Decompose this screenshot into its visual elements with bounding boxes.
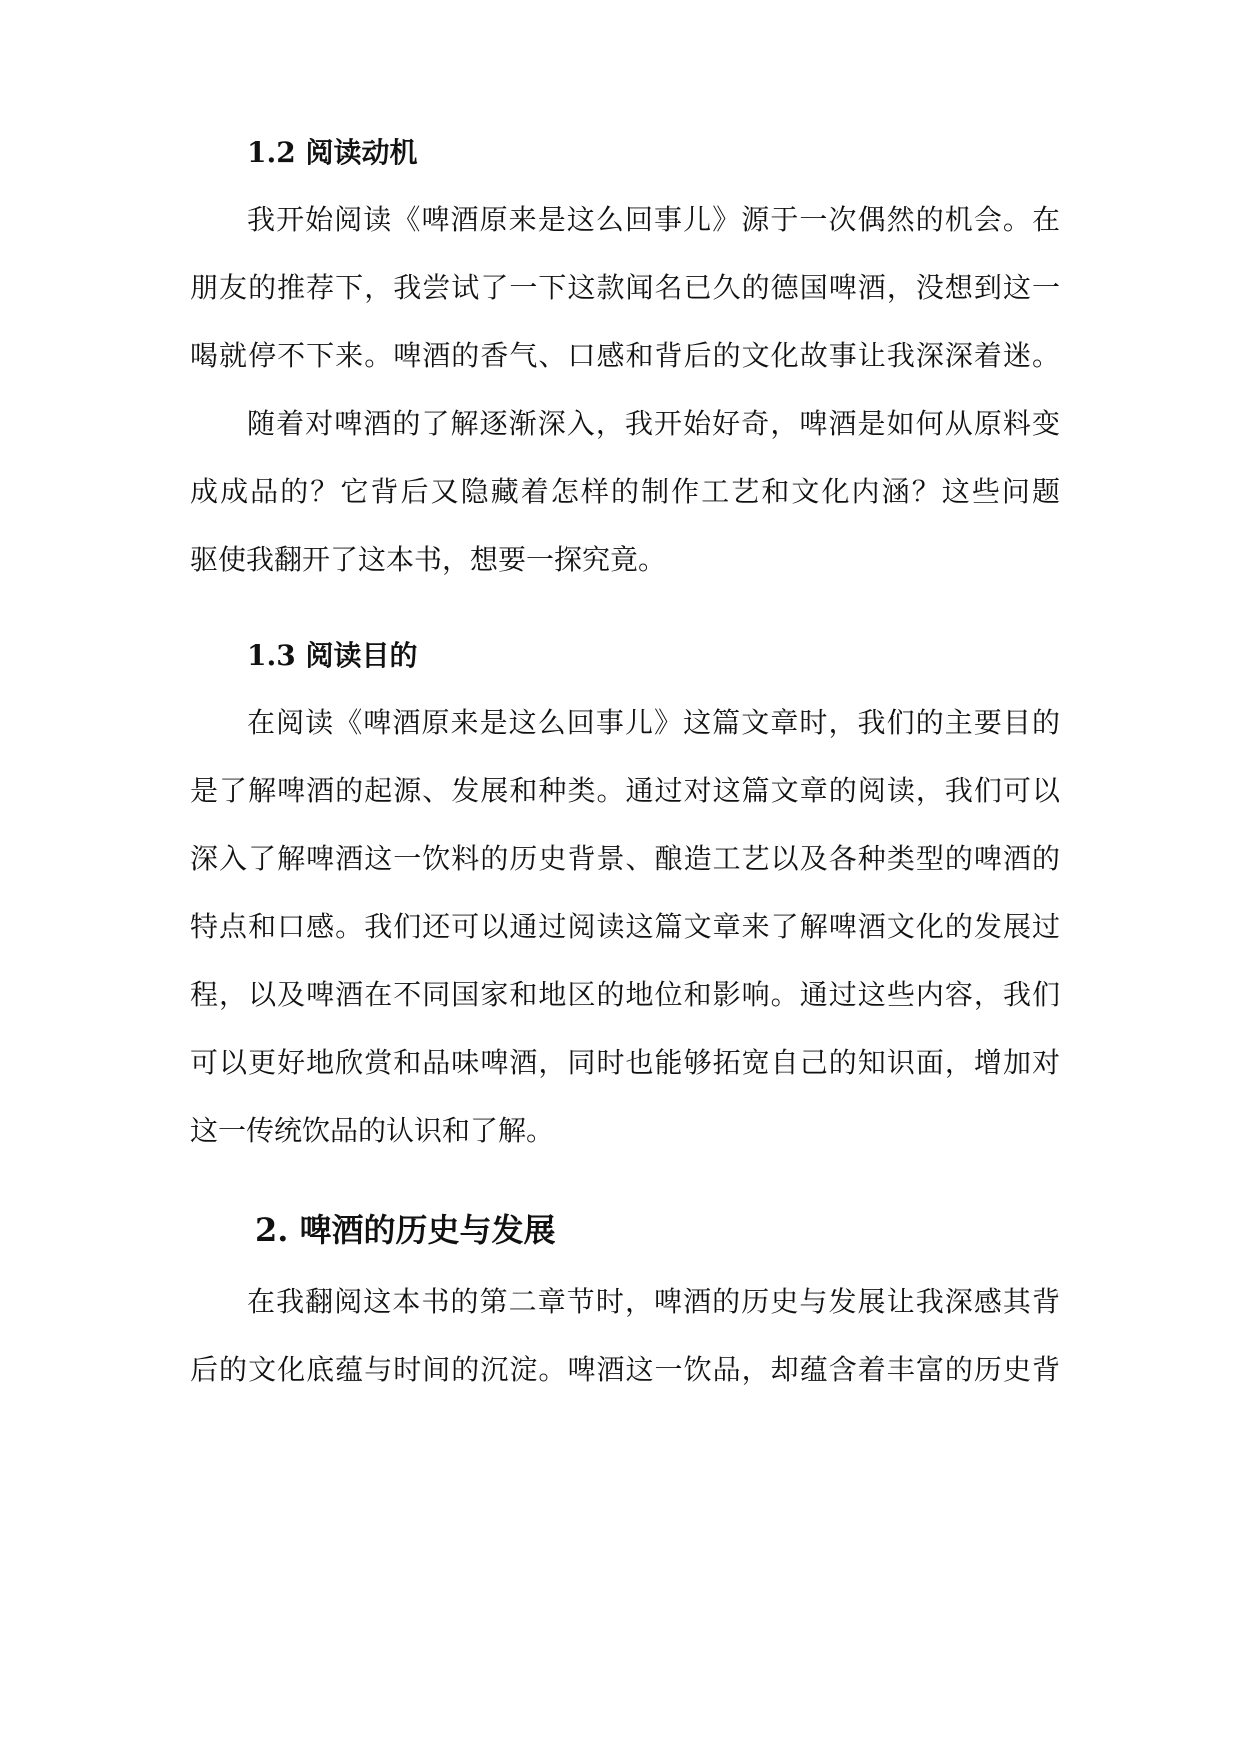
paragraph-line: 特点和口感。我们还可以通过阅读这篇文章来了解啤酒文化的发展过 [190,910,1060,943]
paragraph-line: 在我翻阅这本书的第二章节时，啤酒的历史与发展让我深感其背 [247,1285,1060,1318]
paragraph-line: 这一传统饮品的认识和了解。 [190,1114,555,1147]
paragraph-line: 程，以及啤酒在不同国家和地区的地位和影响。通过这些内容，我们 [190,978,1060,1011]
paragraph-line: 可以更好地欣赏和品味啤酒，同时也能够拓宽自己的知识面，增加对 [190,1046,1060,1079]
paragraph-line: 成成品的？它背后又隐藏着怎样的制作工艺和文化内涵？这些问题 [190,475,1060,508]
paragraph-line: 是了解啤酒的起源、发展和种类。通过对这篇文章的阅读，我们可以 [190,774,1060,807]
section-heading-1-2: 1.2 阅读动机 [247,136,418,169]
paragraph-line: 后的文化底蕴与时间的沉淀。啤酒这一饮品，却蕴含着丰富的历史背 [190,1353,1060,1386]
chapter-heading-2: 2. 啤酒的历史与发展 [255,1211,556,1249]
paragraph-line: 喝就停不下来。啤酒的香气、口感和背后的文化故事让我深深着迷。 [190,339,1060,372]
paragraph-line: 驱使我翻开了这本书，想要一探究竟。 [190,543,667,576]
paragraph-line: 在阅读《啤酒原来是这么回事儿》这篇文章时，我们的主要目的 [247,706,1060,739]
paragraph-line: 随着对啤酒的了解逐渐深入，我开始好奇，啤酒是如何从原料变 [247,407,1060,440]
section-heading-1-3: 1.3 阅读目的 [247,639,418,672]
paragraph-line: 深入了解啤酒这一饮料的历史背景、酿造工艺以及各种类型的啤酒的 [190,842,1060,875]
paragraph-line: 我开始阅读《啤酒原来是这么回事儿》源于一次偶然的机会。在 [247,203,1060,236]
paragraph-line: 朋友的推荐下，我尝试了一下这款闻名已久的德国啤酒，没想到这一 [190,271,1060,304]
